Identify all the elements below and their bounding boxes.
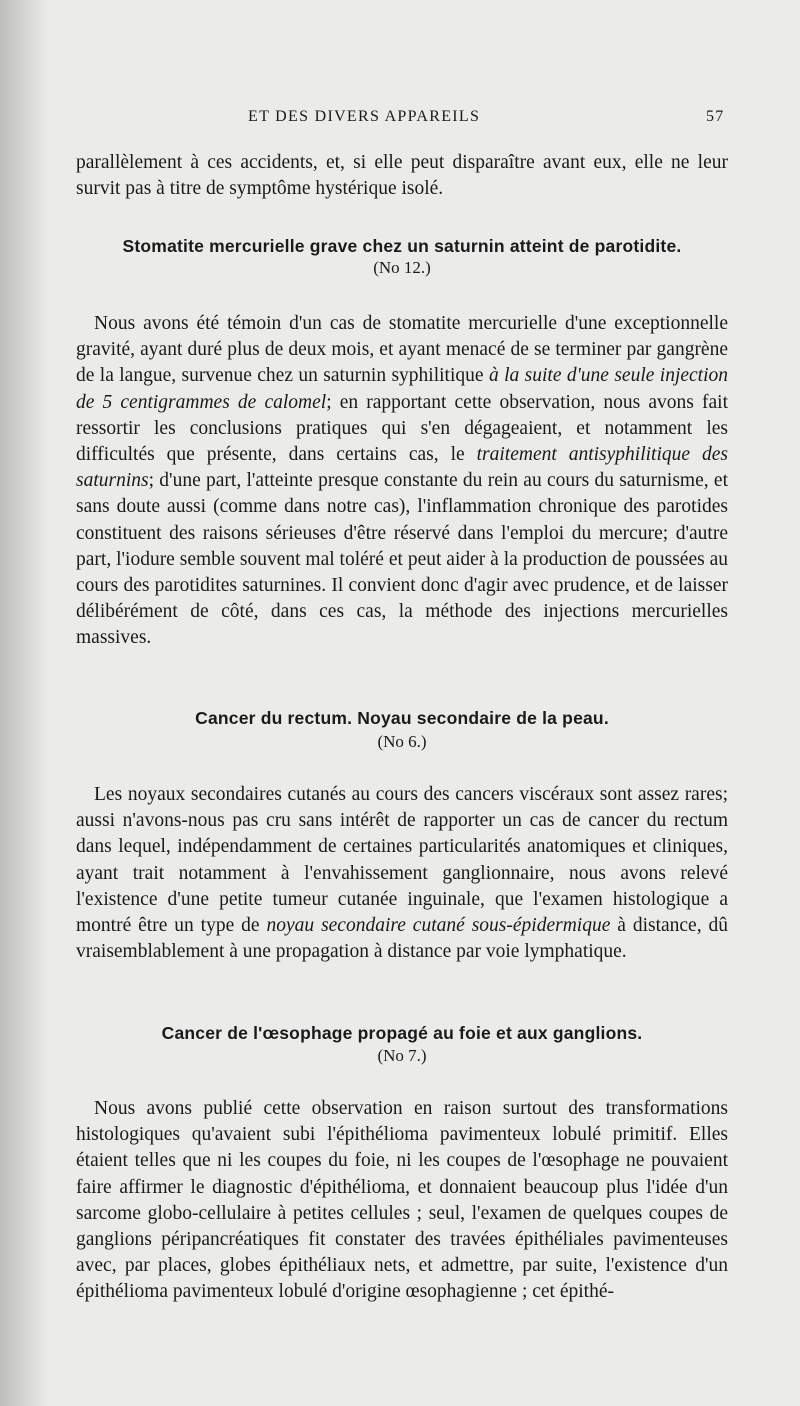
section1-emphasis-calomel: à la suite d'une seule injection de 5 centigrammes de calomel <box>76 365 729 413</box>
section2-text-b: à distance, dû vraisemblablement à une propagation à distance par voie lymphatique. <box>76 915 728 963</box>
section2-emphasis-noyau: noyau secondaire cutané sous-épidermique <box>266 915 611 937</box>
section1-paragraph <box>76 311 728 652</box>
section-number-12: (No 12.) <box>373 258 431 277</box>
section1-text-c: ; d'une part, l'atteinte presque constante du rein au cours du saturnisme, et sans doute aussi (comme dans notre cas), l'inflammation chronique des parotides constituent des raisons sérieuses d'être réservé dans l'emploi du mercure; d'autre part, l'iodure semble souvent mal toléré et peut aider à la production de poussées au cours des parotidites saturnines. Il convient donc d'agir avec prudence, et de laisser délibérément de côté, dans ces cas, la méthode des injections mercurielles massives. <box>76 470 728 649</box>
intro-paragraph-block <box>76 150 728 202</box>
section-heading-stomatite: Stomatite mercurielle grave chez un saturnin atteint de parotidite. <box>122 236 682 256</box>
section1-text-b: ; en rapportant cette observation, nous avons fait ressortir les conclusions pratiques qui s'en dégageaient, et notamment les difficultés que présente, dans certains cas, le <box>76 391 728 466</box>
running-title: ET DES DIVERS APPAREILS <box>248 108 481 125</box>
section1-body <box>76 311 728 652</box>
section-number-7: (No 7.) <box>377 1046 427 1065</box>
section2-text-a: Les noyaux secondaires cutanés au cours des cancers viscéraux sont assez rares; aussi n'avons-nous pas cru sans intérêt de rapporter un cas de cancer du rectum dans lequel, indépendamment de certaines particularités anatomiques et cliniques, ayant trait notamment à l'envahissement ganglionnaire, nous avons relevé l'existence d'une petite tumeur cutanée inguinale, que l'examen histologique a montré être un type de <box>76 784 728 937</box>
section3-paragraph: Nous avons publié cette observation en raison surtout des transformations histologiques qu'avaient subi l'épithélioma pavimenteux lobulé primitif. Elles étaient telles que ni les coupes du foie, ni les coupes de l'œsophage ne pouvaient faire affirmer le diagnostic d'épithélioma, et donnaient beaucoup plus l'idée d'un sarcome globo-cellulaire à petites cellules ; seul, l'examen de quelques coupes de ganglions péripancréatiques fit constater des travées épithéliales pavimenteuses avec, par places, globes épithéliaux nets, et admettre, par suite, l'existence d'un épithélioma pavimenteux lobulé d'origine œsophagienne ; cet épithé- <box>76 1098 728 1303</box>
section-heading-cancer-rectum: Cancer du rectum. Noyau secondaire de la peau. <box>195 708 609 728</box>
section1-text-a: Nous avons été témoin d'un cas de stomatite mercurielle d'une exceptionnelle gravité, ayant duré plus de deux mois, et ayant menacé de se terminer par gangrène de la langue, survenue chez un saturnin syphilitique <box>76 313 728 387</box>
section2-body <box>76 782 728 965</box>
section-number-6: (No 6.) <box>377 732 427 751</box>
page-number: 57 <box>706 108 725 125</box>
intro-paragraph: parallèlement à ces accidents, et, si elle peut disparaître avant eux, elle ne leur survit pas à titre de symptôme hystérique isolé. <box>76 152 728 200</box>
section-heading-cancer-oesophage: Cancer de l'œsophage propagé au foie et aux ganglions. <box>161 1023 643 1043</box>
section2-paragraph <box>76 782 728 965</box>
running-header <box>0 108 800 132</box>
section1-emphasis-traitement: traitement antisyphilitique des saturnins <box>76 444 728 492</box>
section3-body <box>76 1096 728 1306</box>
